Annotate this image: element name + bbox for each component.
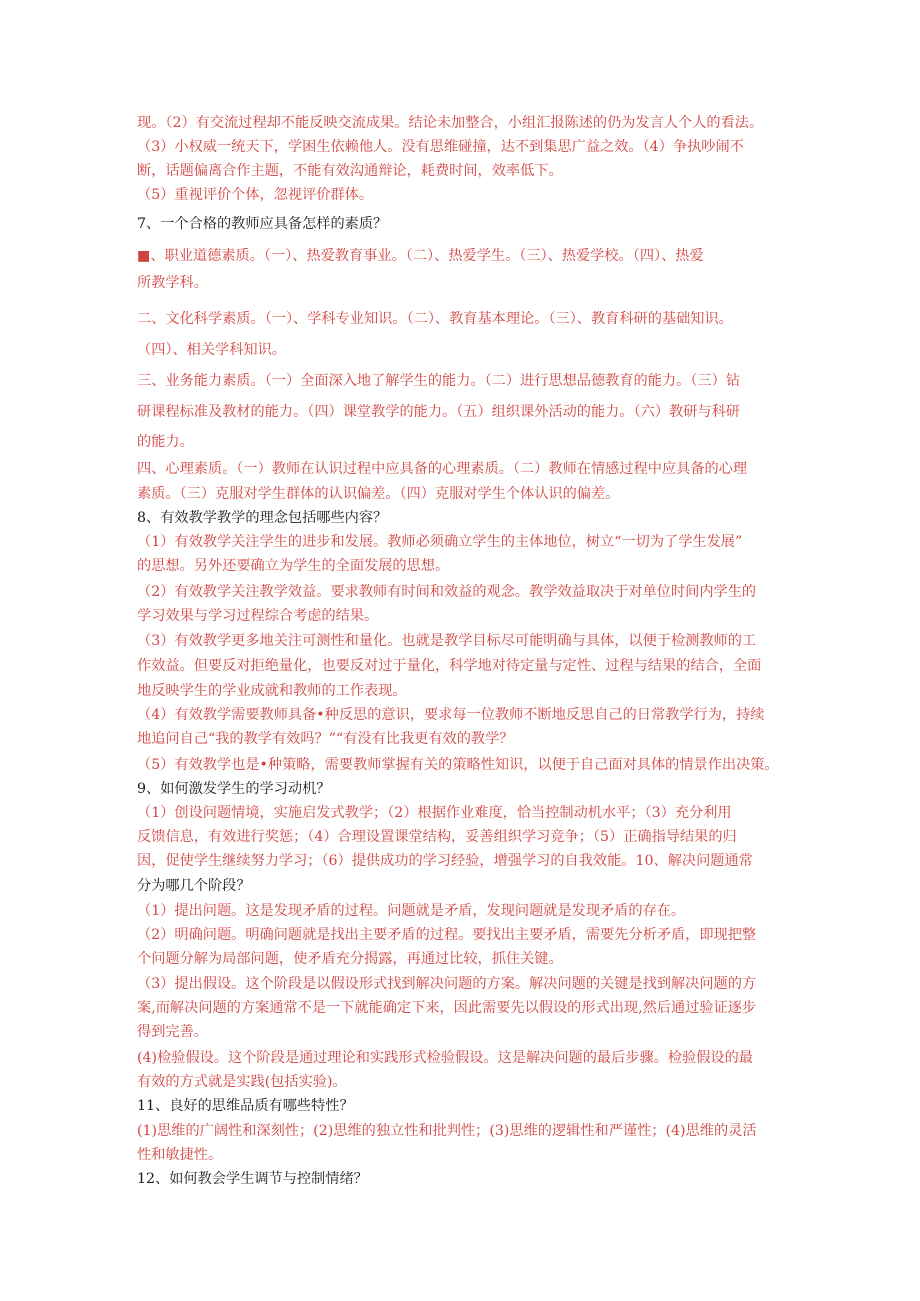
section-heading: 分为哪几个阶段？ (137, 878, 251, 894)
text-line: 二、文化科学素质。（一）、学科专业知识。（二）、教育基本理论。（三）、教育科研的基础知识。 (137, 311, 733, 327)
text-line: （5）重视评价个体，忽视评价群体。 (137, 187, 374, 203)
text-line: （5）有效教学也是•种策略，需要教师掌握有关的策略性知识，以便于自己面对具体的情景作出决策。 (137, 757, 779, 773)
text-line: (4)检验假设。这个阶段是通过理论和实践形式检验假设。这是解决问题的最后步骤。检验假设的最 (137, 1050, 753, 1066)
section-heading: 7、一个合格的教师应具备怎样的素质？ (137, 216, 388, 232)
text-line: 个问题分解为局部问题，使矛盾充分揭露，再通过比较，抓住关键。 (137, 951, 563, 967)
text-line: 得到完善。 (137, 1024, 208, 1040)
text-line: 研课程标准及教材的能力。（四）课堂教学的能力。（五）组织课外活动的能力。（六）教研与科研 (137, 404, 740, 420)
text-line: （1）创设问题情境，实施启发式教学；（2）根据作业难度，恰当控制动机水平；（3）充分利用 (137, 805, 732, 821)
text-line: （四）、相关学科知识。 (137, 342, 286, 358)
text-line: 性和敏捷性。 (137, 1147, 223, 1163)
text-line: （1）提出问题。这是发现矛盾的过程。问题就是矛盾，发现问题就是发现矛盾的存在。 (137, 903, 686, 919)
text-line: 案,而解决问题的方案通常不是一下就能确定下来，因此需要先以假设的形式出现,然后通过验证逐步 (137, 1000, 757, 1016)
text-line: 有效的方式就是实践(包括实验)。 (137, 1074, 347, 1090)
text-line: （2）有效教学关注教学效益。要求教师有时间和效益的观念。教学效益取决于对单位时间内学生的 (137, 584, 757, 600)
text-line: （3）小权威一统天下，学困生依赖他人。没有思维碰撞，达不到集思广益之效。（4）争执吵闹不 (137, 139, 744, 155)
text-line: 四、心理素质。（一）教师在认识过程中应具备的心理素质。（二）教师在情感过程中应具备的心理 (137, 461, 748, 477)
text-line: 现。（2）有交流过程却不能反映交流成果。结论未加整合，小组汇报陈述的仍为发言人个人的看法。 (137, 115, 764, 131)
text-line: ■、职业道德素质。（一）、热爱教育事业。（二）、热爱学生。（三）、热爱学校。（四）、热爱 (137, 248, 704, 264)
section-heading: 8、有效教学教学的理念包括哪些内容？ (137, 510, 388, 526)
text-line: 所教学科。 (137, 275, 208, 291)
text-line: (1)思维的广阔性和深刻性；(2)思维的独立性和批判性；(3)思维的逻辑性和严谨性；(4)思维的灵活 (137, 1123, 757, 1139)
text-line: 学习效果与学习过程综合考虑的结果。 (137, 608, 379, 624)
text-line: 地追问自己“我的教学有效吗？”“有没有比我更有效的教学？ (137, 731, 514, 747)
section-heading: 9、如何激发学生的学习动机？ (137, 781, 331, 797)
text-line: 断，话题偏离合作主题，不能有效沟通辩论，耗费时间，效率低下。 (137, 163, 563, 179)
text-line: 因，促使学生继续努力学习；（6）提供成功的学习经验，增强学习的自我效能。10、解决问题通常 (137, 853, 753, 869)
text-line: 的能力。 (137, 434, 194, 450)
text-line: 素质。（三）克服对学生群体的认识偏差。（四）克服对学生个体认识的偏差。 (137, 486, 620, 502)
text-line: 的思想。另外还要确立为学生的全面发展的思想。 (137, 558, 450, 574)
text-line: 三、业务能力素质。（一）全面深入地了解学生的能力。（二）进行思想品德教育的能力。（三）钻 (137, 373, 740, 389)
section-heading: 11、良好的思维品质有哪些特性？ (137, 1098, 354, 1114)
text-line: （3）有效教学更多地关注可测性和量化。也就是教学目标尽可能明确与具体，以便于检测教师的工 (137, 633, 757, 649)
text-line: 反馈信息，有效进行奖惩；（4）合理设置课堂结构，妥善组织学习竞争；（5）正确指导结果的归 (137, 829, 737, 845)
text-line: （3）提出假设。这个阶段是以假设形式找到解决问题的方案。解决问题的关键是找到解决问题的方 (137, 976, 757, 992)
section-heading: 12、如何教会学生调节与控制情绪？ (137, 1171, 368, 1187)
text-line: （4）有效教学需要教师具备•种反思的意识，要求每一位教师不断地反思自己的日常教学行为，持续 (137, 707, 765, 723)
text-line: （2）明确问题。明确问题就是找出主要矛盾的过程。要找出主要矛盾，需要先分析矛盾，即现把整 (137, 927, 757, 943)
text-line: 地反映学生的学业成就和教师的工作表现。 (137, 683, 407, 699)
text-line: 作效益。但要反对拒绝量化，也要反对过于量化，科学地对待定量与定性、过程与结果的结合，全面 (137, 658, 762, 674)
text-line: （1）有效教学关注学生的进步和发展。教师必须确立学生的主体地位，树立“一切为了学生发展” (137, 534, 743, 550)
